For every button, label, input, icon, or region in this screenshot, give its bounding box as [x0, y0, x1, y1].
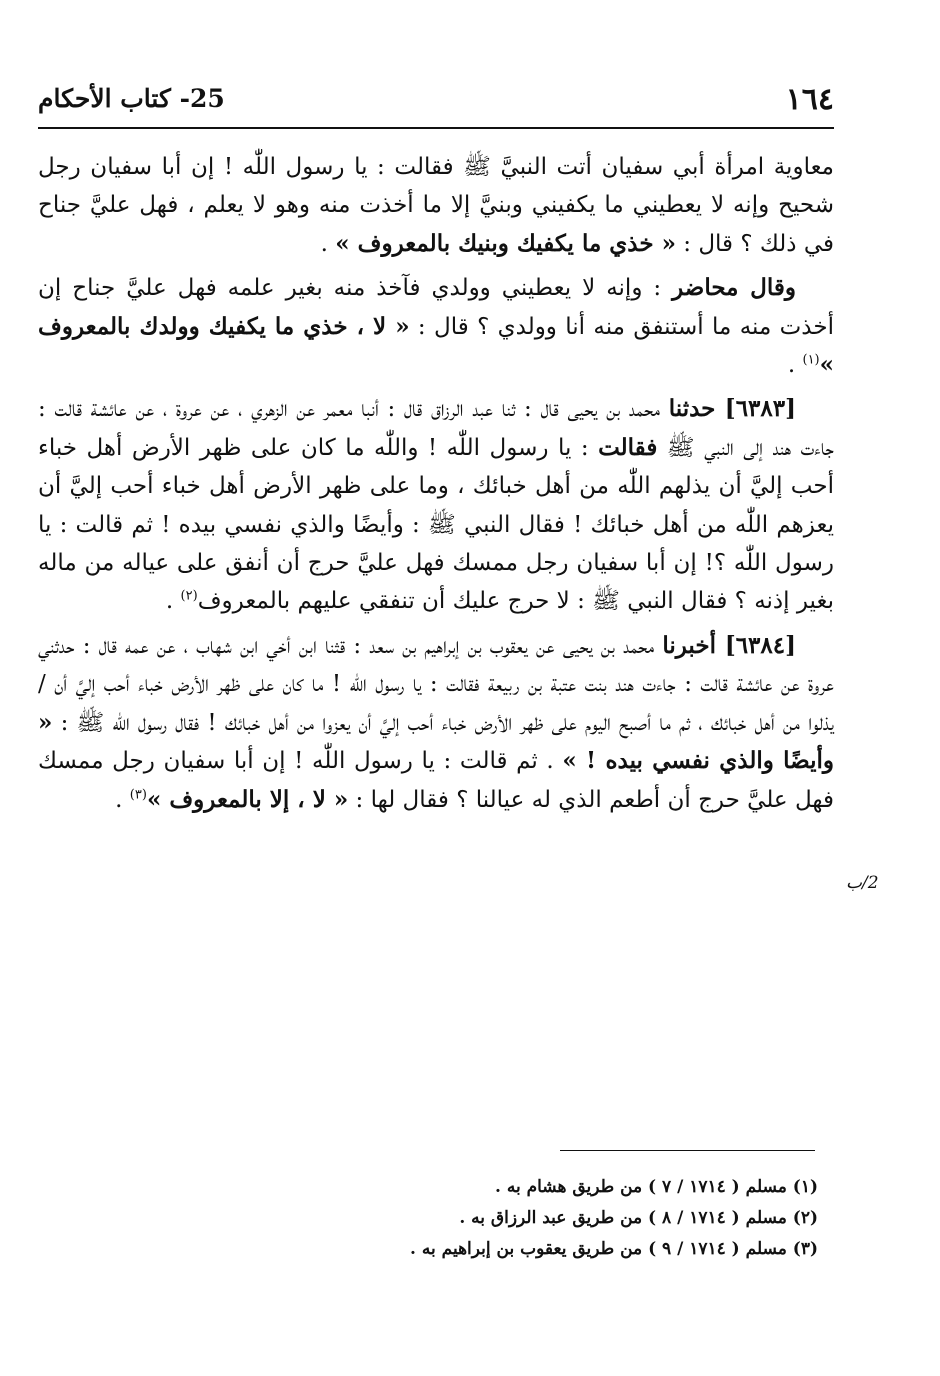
hadith-number: [٦٣٨٣] [724, 395, 796, 423]
paragraph-continuation: معاوية امرأة أبي سفيان أتت النبيَّ ﷺ فقالت : يا رسول اللّٰه ! إن أبا سفيان رجل شحيح وإنه لا يعطيني ما يكفيني وبنيَّ إلا ما أخذت منه وهو لا يعلم ، فهل عليَّ جناح في ذلك ؟ قال : « خذي ما يكفيك وبنيك بالمعروف » . [38, 154, 834, 257]
page-header [38, 78, 834, 122]
hadith-quote: « لا ، إلا بالمعروف » [146, 785, 349, 813]
footnotes [38, 1172, 818, 1265]
hadith-number: [٦٣٨٤] [724, 631, 797, 659]
page-number: ١٦٤ [785, 82, 834, 117]
narrator-label: وقال محاضر [672, 274, 796, 302]
footnote-ref: (٢) [180, 588, 198, 604]
hadith-6383: [٦٣٨٣] حدثنا محمد بن يحيى قال : ثنا عبد الرزاق قال : أنبا معمر عن الزهري ، عن عروة ، عن عائشة قالت : جاءت هند إلى النبي ﷺ فقالت : يا رسول اللّٰه ! واللّٰه ما كان على ظهر الأرض أهل خباء أحب إليَّ أن يذلهم اللّٰه من أهل خبائك ، وما على ظهر الأرض أهل خباء أحب إليَّ أن يعزهم اللّٰه من أهل خبائك ! فقال النبي ﷺ : وأيضًا والذي نفسي بيده ! ثم قالت : يا رسول اللّٰه ؟! إن أبا سفيان رجل ممسك فهل عليَّ حرج أن أنفق على عياله من ماله بغير إذنه ؟ فقال النبي ﷺ : لا حرج عليك أن تنفقي عليهم بالمعروف$^{(٢)}$ . [38, 395, 834, 615]
hadith-quote: « خذي ما يكفيك وبنيك بالمعروف » [335, 229, 676, 257]
paragraph-variant: وقال محاضر : وإنه لا يعطيني وولدي فآخذ منه بغير علمه فهل عليَّ جناح إن أخذت منه ما أستنفق منه أنا وولدي ؟ قال : « لا ، خذي ما يكفيك وولدك بالمعروف »$^{(١)}$ . [38, 274, 834, 379]
footnote-3: (٣) مسلم ( ١٧١٤ / ٩ ) من طريق يعقوب بن إبراهيم به . [410, 1239, 818, 1259]
footnote-rule [560, 1150, 815, 1151]
narration-lead: أخبرنا [662, 631, 725, 659]
narration-lead: حدثنا [668, 395, 725, 423]
hadith-quote: « وأيضًا والذي نفسي بيده ! » [38, 708, 834, 775]
footnote-ref: (١) [802, 352, 820, 368]
hadith-quote: « لا ، خذي ما يكفيك وولدك بالمعروف » [38, 312, 834, 379]
manuscript-folio-note: 2/ب [846, 873, 879, 893]
hadith-6384: [٦٣٨٤] أخبرنا محمد بن يحيى عن يعقوب بن إبراهيم بن سعد : قثنا ابن أخي ابن شهاب ، عن عمه قال : حدثني عروة عن عائشة قالت : جاءت هند بنت عتبة بن ربيعة فقالت : يا رسول اللّٰه ! ما كان على ظهر الأرض خباء أحب إليَّ أن / يذلوا من أهل خبائك ، ثم ما أصبح اليوم على ظهر الأرض خباء أحب إليَّ أن يعزوا من أهل خبائك ! فقال رسول اللّٰه ﷺ : « وأيضًا والذي نفسي بيده ! » . ثم قالت : يا رسول اللّٰه ! إن أبا سفيان رجل ممسك فهل عليَّ حرج أن أطعم الذي له عيالنا ؟ فقال لها : « لا ، إلا بالمعروف »$^{(٣)}$ . [38, 631, 834, 813]
footnote-ref: (٣) [129, 786, 147, 802]
main-text [38, 148, 834, 825]
footnote-1: (١) مسلم ( ١٧١٤ / ٧ ) من طريق هشام به . [495, 1177, 818, 1197]
book-title: 25- كتاب الأحكام [38, 84, 225, 113]
header-rule [38, 127, 834, 129]
qalat-word: فقالت [598, 433, 658, 461]
footnote-2: (٢) مسلم ( ١٧١٤ / ٨ ) من طريق عبد الرزاق به . [459, 1208, 818, 1228]
